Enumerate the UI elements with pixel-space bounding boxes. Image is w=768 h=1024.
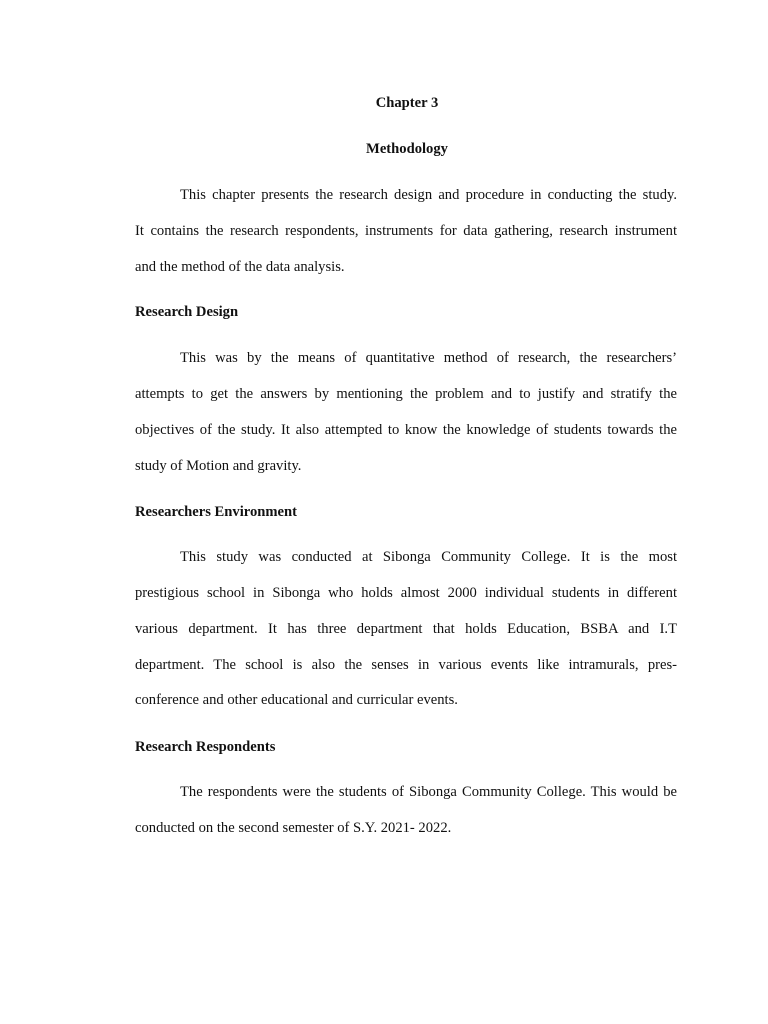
paragraph-line: This study was conducted at Sibonga Community College. It is the most — [180, 549, 677, 565]
paragraph-line: study of Motion and gravity. — [135, 458, 302, 474]
paragraph-line: department. The school is also the senses in various events like intramurals, pres- — [135, 657, 677, 673]
paragraph-line: This was by the means of quantitative method of research, the researchers’ — [180, 350, 677, 366]
paragraph-line: This chapter presents the research design and procedure in conducting the study. — [180, 187, 677, 203]
section-heading: Researchers Environment — [135, 504, 297, 520]
section-heading: Research Respondents — [135, 739, 276, 755]
paragraph-line: It contains the research respondents, instruments for data gathering, research instrument — [135, 223, 677, 239]
paragraph-line: objectives of the study. It also attempted to know the knowledge of students towards the — [135, 422, 677, 438]
section-heading: Research Design — [135, 304, 239, 320]
paragraph-line: and the method of the data analysis. — [135, 259, 345, 275]
paragraph-line: prestigious school in Sibonga who holds almost 2000 individual students in different — [135, 585, 677, 601]
chapter-number: Chapter 3 — [375, 95, 439, 111]
paragraph-line: conducted on the second semester of S.Y. 2021- 2022. — [135, 820, 452, 836]
chapter-title: Methodology — [366, 141, 448, 157]
paragraph-line: The respondents were the students of Sibonga Community College. This would be — [180, 784, 677, 800]
paragraph-line: various department. It has three department that holds Education, BSBA and I.T — [135, 621, 677, 637]
paragraph-line: conference and other educational and curricular events. — [135, 692, 458, 708]
paragraph-line: attempts to get the answers by mentioning the problem and to justify and stratify the — [135, 386, 677, 402]
